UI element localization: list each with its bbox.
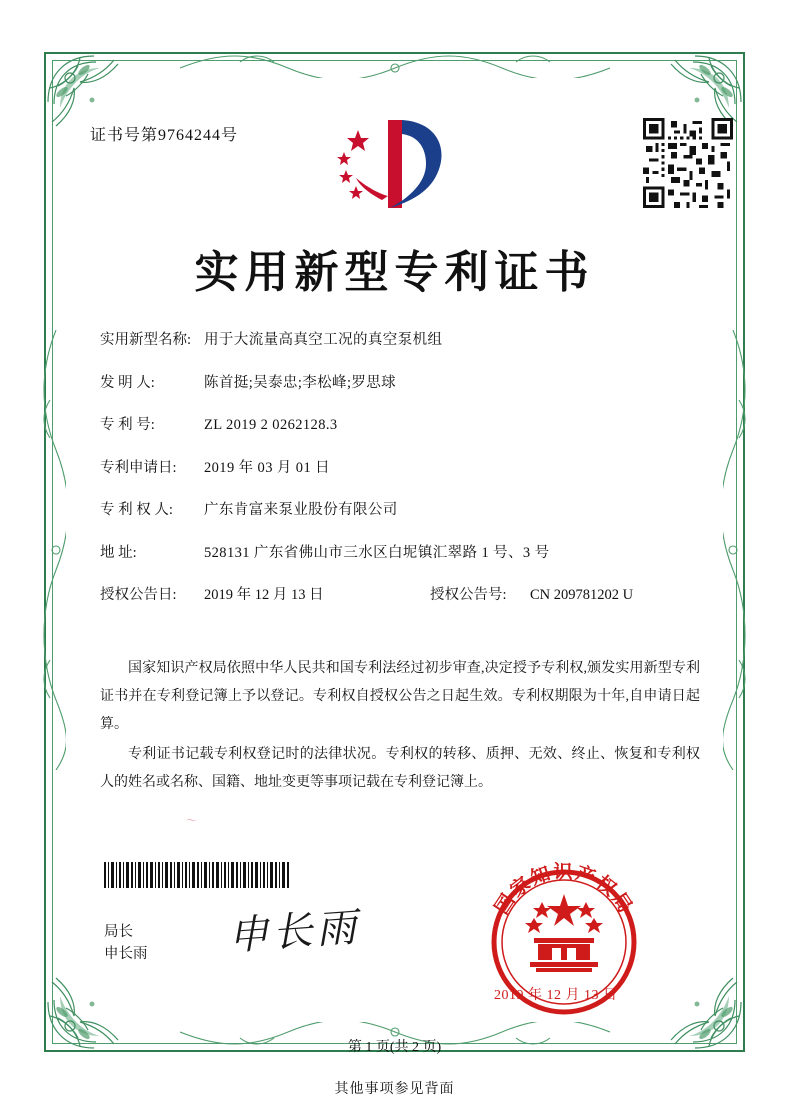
field-application-date	[100, 456, 700, 477]
body-paragraph-1: 国家知识产权局依照中华人民共和国专利法经过初步审查,决定授予专利权,颁发实用新型专利证书并在专利登记簿上予以登记。专利权自授权公告之日起生效。专利权期限为十年,自申请日起算。	[100, 661, 700, 732]
field-value: ZL 2019 2 0262128.3	[204, 417, 338, 433]
certificate-number: 证书号第9764244号	[90, 127, 239, 144]
field-value: 用于大流量高真空工况的真空泵机组	[204, 332, 443, 348]
signature-name: 申长雨	[104, 946, 148, 962]
body-paragraph-2: 专利证书记载专利权登记时的法律状况。专利权的转移、质押、无效、终止、恢复和专利权人的姓名或名称、国籍、地址变更等事项记载在专利登记簿上。	[100, 747, 700, 790]
field-value: 528131 广东省佛山市三水区白坭镇汇翠路 1 号、3 号	[204, 544, 550, 561]
signature-block	[104, 921, 148, 965]
field-label: 专利申请日:	[100, 459, 177, 476]
barcode	[104, 862, 289, 888]
field-label: 专 利 权 人:	[100, 502, 173, 518]
field-value: CN 209781202 U	[530, 587, 634, 603]
page-number: 第 1 页(共 2 页)	[347, 1040, 442, 1055]
field-label: 地 址:	[100, 544, 137, 561]
field-grant-announcement	[100, 583, 700, 604]
svg-text:国家知识产权局: 国家知识产权局	[490, 861, 638, 919]
pink-pen-mark: 〜	[186, 815, 197, 827]
field-list	[100, 328, 700, 624]
field-value: 2019 年 12 月 13 日	[204, 587, 324, 603]
field-label: 发 明 人:	[100, 374, 155, 391]
field-value: 2019 年 03 月 01 日	[204, 459, 331, 476]
field-value: 广东肯富来泵业股份有限公司	[204, 502, 398, 518]
handwritten-signature: 申长雨	[226, 904, 362, 960]
field-utility-model-name	[100, 328, 700, 349]
footer-note: 其他事项参见背面	[334, 1082, 455, 1097]
field-label: 专 利 号:	[100, 417, 155, 433]
qr-code-icon	[643, 118, 733, 208]
body-text	[100, 655, 700, 799]
field-label: 实用新型名称:	[100, 332, 192, 348]
field-inventors	[100, 371, 700, 392]
cnipa-logo-icon	[330, 108, 458, 220]
field-address	[100, 541, 700, 562]
field-patent-number	[100, 413, 700, 434]
signature-title: 局长	[104, 924, 133, 940]
field-patentee	[100, 498, 700, 519]
seal-date: 2019 年 12 月 13 日	[494, 988, 618, 1003]
official-seal	[474, 852, 654, 1032]
field-value: 陈首挺;吴泰忠;李松峰;罗思球	[204, 374, 397, 391]
page-title: 实用新型专利证书	[194, 247, 595, 298]
field-label: 授权公告号:	[430, 587, 507, 603]
field-label: 授权公告日:	[100, 587, 177, 603]
